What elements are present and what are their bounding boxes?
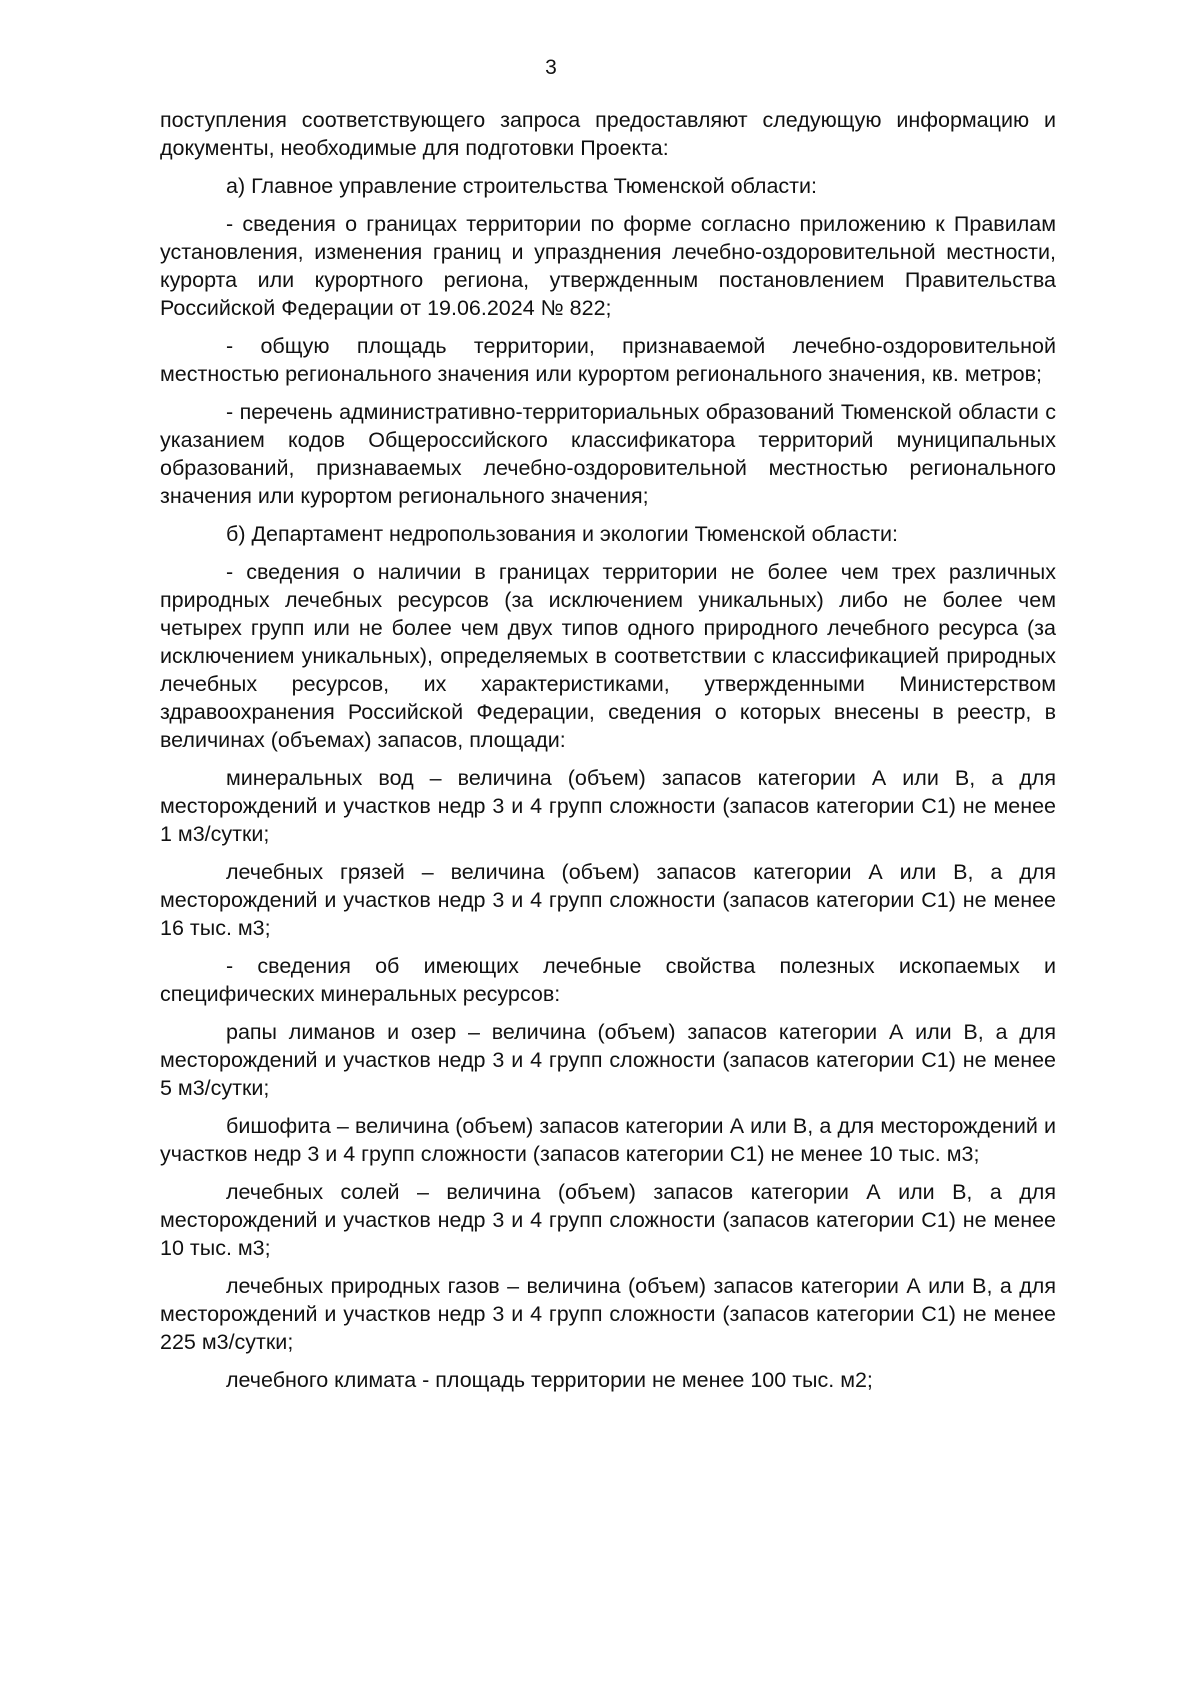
paragraph-natural-resources: - сведения о наличии в границах территории не более чем трех различных природных лечебных ресурсов (за исключением уникальных) либо не более чем четырех групп или не более чем двух типов одного природного лечебного ресурса (за исключением уникальных), определяемых в соответствии с классификацией природных лечебных ресурсов, их характеристиками, утвержденными Министерством здравоохранения Российской Федерации, сведения о которых внесены в реестр, в величинах (объемах) запасов, площади: <box>160 560 1056 752</box>
paragraph-intro-continuation: поступления соответствующего запроса предоставляют следующую информацию и документы, необходимые для подготовки Проекта: <box>160 108 1056 160</box>
paragraph-boundary-info: - сведения о границах территории по форме согласно приложению к Правилам установления, изменения границ и упразднения лечебно-оздоровительной местности, курорта или курортного региона, утвержденным постановлением Правительства Российской Федерации от 19.06.2024 № 822; <box>160 212 1056 320</box>
paragraph-mineral-waters: минеральных вод – величина (объем) запасов категории А или В, а для месторождений и участков недр 3 и 4 групп сложности (запасов категории С1) не менее 1 м3/сутки; <box>160 766 1056 846</box>
paragraph-therapeutic-climate: лечебного климата - площадь территории не менее 100 тыс. м2; <box>226 1368 873 1392</box>
paragraph-brine: рапы лиманов и озер – величина (объем) запасов категории А или В, а для месторождений и участков недр 3 и 4 групп сложности (запасов категории С1) не менее 5 м3/сутки; <box>160 1020 1056 1100</box>
page-number: 3 <box>545 56 557 79</box>
paragraph-total-area: - общую площадь территории, признаваемой лечебно-оздоровительной местностью регионального значения или курортом регионального значения, кв. метров; <box>160 334 1056 386</box>
document-body <box>160 106 1056 1404</box>
paragraph-therapeutic-gases: лечебных природных газов – величина (объем) запасов категории А или В, а для месторождений и участков недр 3 и 4 групп сложности (запасов категории С1) не менее 225 м3/сутки; <box>160 1274 1056 1354</box>
paragraph-therapeutic-salts: лечебных солей – величина (объем) запасов категории А или В, а для месторождений и участков недр 3 и 4 групп сложности (запасов категории С1) не менее 10 тыс. м3; <box>160 1180 1056 1260</box>
paragraph-municipal-list: - перечень административно-территориальных образований Тюменской области с указанием кодов Общероссийского классификатора территорий муниципальных образований, признаваемых лечебно-оздоровительной местностью регионального значения или курортом регионального значения; <box>160 400 1056 508</box>
paragraph-therapeutic-muds: лечебных грязей – величина (объем) запасов категории А или В, а для месторождений и участков недр 3 и 4 групп сложности (запасов категории С1) не менее 16 тыс. м3; <box>160 860 1056 940</box>
paragraph-item-b-heading: б) Департамент недропользования и экологии Тюменской области: <box>226 522 899 546</box>
paragraph-minerals-info: - сведения об имеющих лечебные свойства полезных ископаемых и специфических минеральных ресурсов: <box>160 954 1056 1006</box>
paragraph-bischofite: бишофита – величина (объем) запасов категории А или В, а для месторождений и участков недр 3 и 4 групп сложности (запасов категории С1) не менее 10 тыс. м3; <box>160 1114 1056 1166</box>
paragraph-item-a-heading: а) Главное управление строительства Тюменской области: <box>226 174 817 198</box>
